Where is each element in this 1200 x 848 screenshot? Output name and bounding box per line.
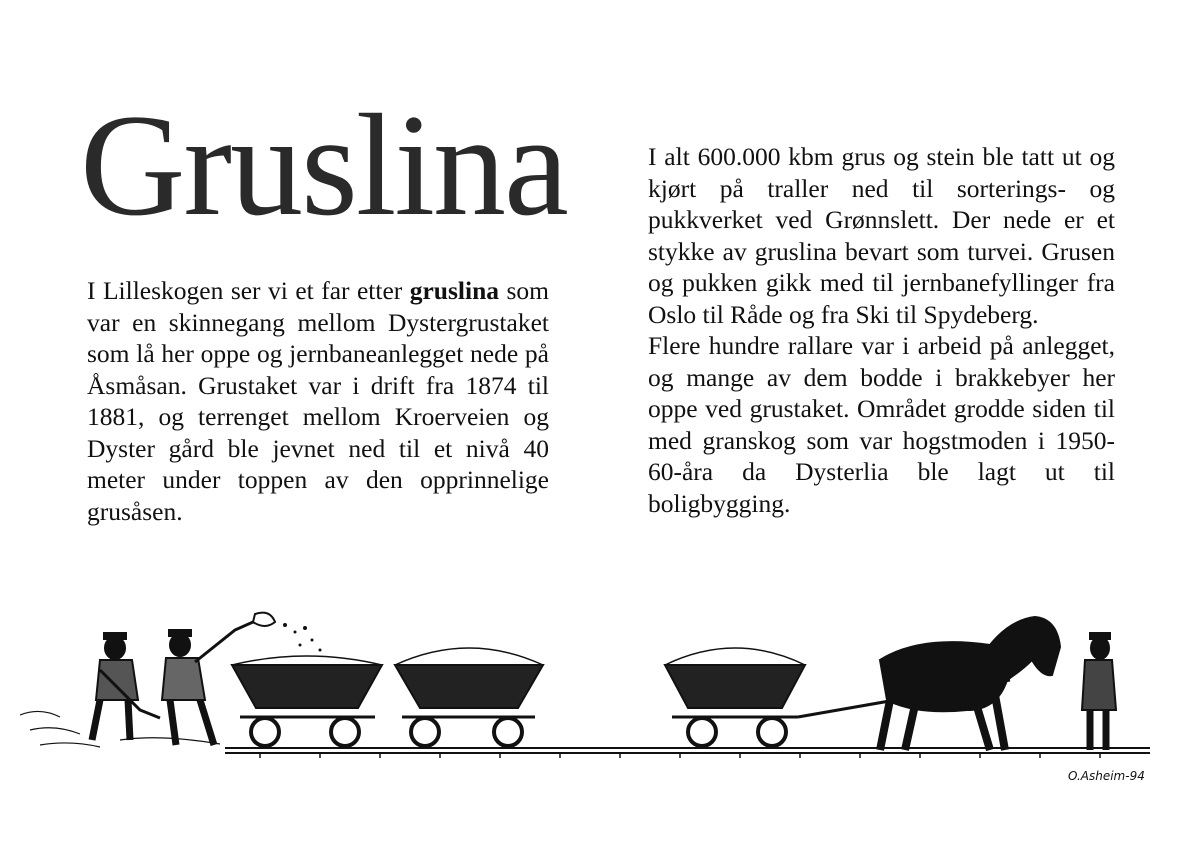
left-text-column — [87, 275, 549, 527]
left-text-start: I Lilleskogen ser vi et far etter — [87, 276, 410, 305]
signature: O.Asheim-94 — [1068, 769, 1145, 783]
worker-standing — [1082, 633, 1116, 750]
wagon-2 — [395, 648, 543, 746]
wagon-1 — [232, 656, 382, 746]
ground-scribble — [20, 711, 220, 747]
page-title: Gruslina — [80, 84, 567, 246]
railway-illustration — [0, 600, 1200, 800]
horse — [880, 617, 1060, 750]
flying-gravel — [283, 623, 322, 652]
left-text-rest: som var en skinnegang mellom Dystergrustaket som lå her oppe og jernbaneanlegget nede på Åsmåsan. Grustaket var i drift fra 1874 til 1881, og terrenget mellom Kroerveien og Dyster gård ble jevnet ned til et nivå 40 meter under toppen av den opprinnelige grusåsen. — [87, 276, 549, 526]
worker-shoveling — [92, 633, 160, 740]
right-paragraph-1: I alt 600.000 kbm grus og stein ble tatt ut og kjørt på traller ned til sorterings- og pukkverket ved Grønnslett. Der nede er et stykke av gruslina bevart som turvei. Grusen og pukken gikk med til jernbanefyllinger fra Oslo til Råde og fra Ski til Spydeberg. — [648, 142, 1115, 329]
bold-term: gruslina — [409, 276, 500, 305]
left-paragraph — [87, 275, 549, 527]
right-text-column — [648, 141, 1115, 519]
right-paragraph-2: Flere hundre rallare var i arbeid på anlegget, og mange av dem bodde i brakkebyer her oppe ved grustaket. Området grodde siden til med granskog som var hogstmoden i 1950-60-åra da Dysterlia ble lagt ut til boligbygging. — [648, 331, 1115, 518]
wagon-3 — [665, 648, 805, 746]
